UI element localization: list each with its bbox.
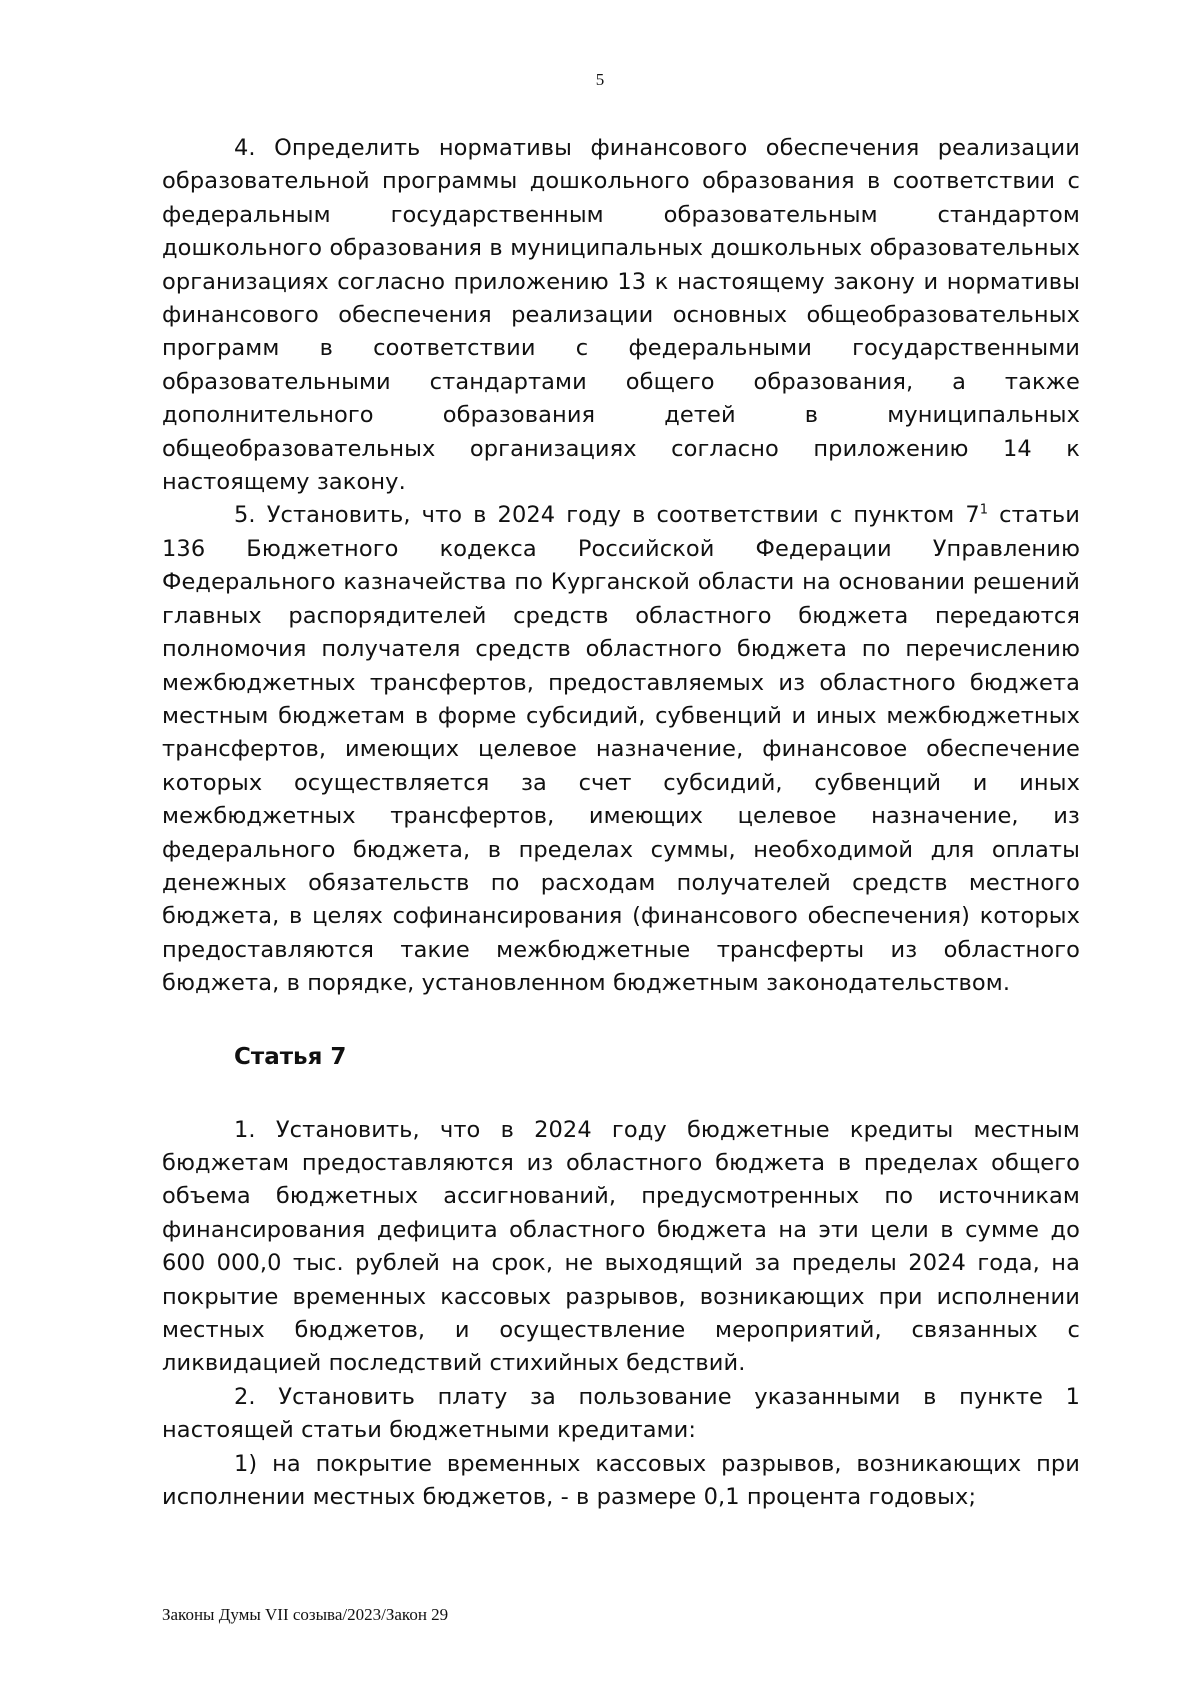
article-subparagraph-1: 1) на покрытие временных кассовых разрывов, возникающих при исполнении местных бюджетов, - в размере 0,1 процента годовых; (162, 1450, 1080, 1511)
article-paragraph-1: 1. Установить, что в 2024 году бюджетные кредиты местным бюджетам предоставляются из областного бюджета в пределах общего объема бюджетных ассигнований, предусмотренных по источникам финансирования дефицита областного бюджета на эти цели в сумме до 600 000,0 тыс. рублей на срок, не выходящий за пределы 2024 года, на покрытие временных кассовых разрывов, возникающих при исполнении местных бюджетов, и осуществление мероприятий, связанных с ликвидацией последствий стихийных бедствий. (162, 1116, 1080, 1377)
paragraph-4: 4. Определить нормативы финансового обеспечения реализации образовательной программы дошкольного образования в соответствии с федеральным государственным образовательным стандартом дошкольного образования в муниципальных дошкольных образовательных организациях согласно приложению 13 к настоящему закону и нормативы финансового обеспечения реализации основных общеобразовательных программ в соответствии с федеральными государственными образовательными стандартами общего образования, а также дополнительного образования детей в муниципальных общеобразовательных организациях согласно приложению 14 к настоящему закону. (162, 135, 1080, 496)
article-paragraph-2: 2. Установить плату за пользование указанными в пункте 1 настоящей статьи бюджетными кредитами: (162, 1383, 1080, 1444)
article-heading: Статья 7 (234, 1043, 347, 1070)
document-body (162, 132, 1080, 1514)
paragraph-5-rest: статьи 136 Бюджетного кодекса Российской Федерации Управлению Федерального казначейства по Курганской области на основании решений главных распорядителей средств областного бюджета передаются полномочия получателя средств областного бюджета по перечислению межбюджетных трансфертов, предоставляемых из областного бюджета местным бюджетам в форме субсидий, субвенций и иных межбюджетных трансфертов, имеющих целевое назначение, финансовое обеспечение которых осуществляется за счет субсидий, субвенций и иных межбюджетных трансфертов, имеющих целевое назначение, из федерального бюджета, в пределах суммы, необходимой для оплаты денежных обязательств по расходам получателей средств местного бюджета, в целях софинансирования (финансового обеспечения) которых предоставляются такие межбюджетные трансферты из областного бюджета, в порядке, установленном бюджетным законодательством. (162, 502, 1081, 997)
paragraph-5-superscript: 1 (979, 502, 989, 518)
document-footer: Законы Думы VII созыва/2023/Закон 29 (162, 1605, 449, 1624)
paragraph-5 (162, 499, 1080, 1000)
page-number: 5 (595, 70, 605, 89)
paragraph-5-start: 5. Установить, что в 2024 году в соответствии с пунктом 7 (234, 502, 980, 529)
